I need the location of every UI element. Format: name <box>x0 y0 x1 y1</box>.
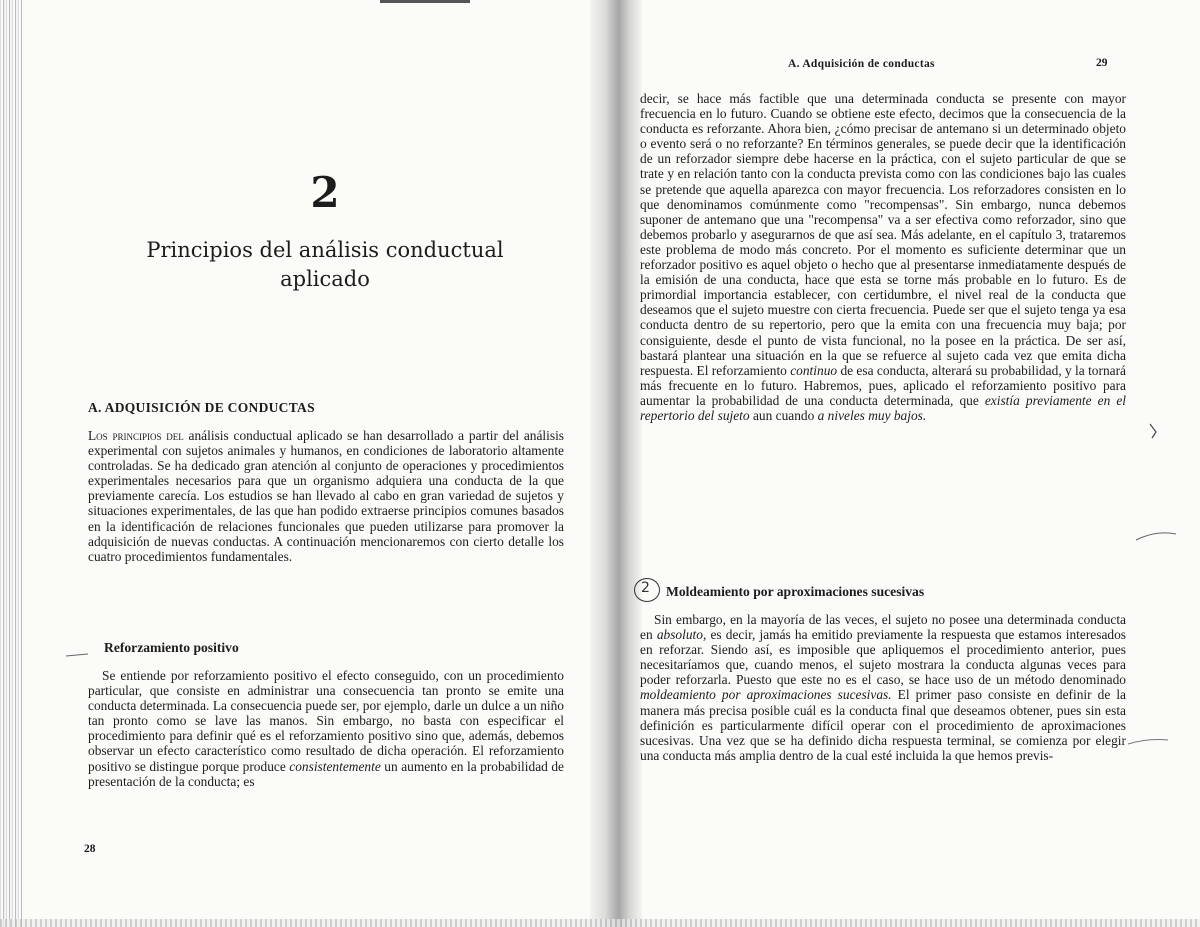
chapter-number: 2 <box>310 168 340 217</box>
right-paragraph-1-emphasis-3: a niveles muy bajos. <box>817 407 927 423</box>
pencil-stroke-margin-right <box>1150 424 1156 438</box>
subsection-heading-reforzamiento: Reforzamiento positivo <box>104 640 239 655</box>
subsection-heading-moldeamiento: Moldeamiento por aproximaciones sucesivas <box>666 584 925 599</box>
right-paragraph-2-emphasis-1: absoluto, <box>656 627 707 643</box>
pencil-stroke-far-right <box>1136 533 1176 540</box>
right-paragraph-1-emphasis-2: existía previamente en el repertorio del sujeto <box>640 392 1126 423</box>
page-number-right: 29 <box>1096 57 1108 69</box>
book-gutter <box>590 0 642 927</box>
right-paragraph-2-text-a: Sin embargo, en la mayoría de las veces, el sujeto no posee una determinada conducta en <box>640 612 1126 643</box>
left-paragraph-1-text: análisis conductual aplicado se han desarrollado a partir del análisis experimental con sujetos animales y humanos, en condiciones de laboratorio altamente controladas. Se ha dedicado gran atención al conjunto de operaciones y procedimientos experimentales necesarios para que un organismo adquiera una conducta de la que previamente carecía. Los estudios se han llevado al cabo en gran variedad de sujetos y situaciones experimentales, de las que han podido extraerse principios comunes basados en la identificación de relaciones funcionales que pueden utilizarse para promover la adquisición de nuevas conductas. A continuación mencionaremos con cierto detalle los cuatro procedimientos fundamentales. <box>88 428 564 564</box>
left-page <box>82 0 568 927</box>
right-paragraph-1-text-c: aun cuando <box>749 407 818 423</box>
right-page <box>640 0 1126 927</box>
pencil-stroke-right-lower <box>1128 740 1168 745</box>
page-edge-left <box>0 0 22 927</box>
right-paragraph-1-text-a: decir, se hace más factible que una determinada conducta se presente con mayor frecuencia en lo futuro. Cuando se obtiene este efecto, decimos que la consecuencia de la conducta es reforzante. Ahora bien, ¿cómo precisar de antemano si un determinado objeto o evento será o no reforzante? En términos generales, se puede decir que la identificación de un reforzador siempre debe hacerse en la práctica, con el sujeto particular de que se trate y en relación tanto con la conducta prevista como con las condiciones bajo las cuales se pretende que aquella aparezca con mayor frecuencia. Los reforzadores consisten en lo que denominamos comúnmente como "recompensas". Sin embargo, nunca debemos suponer de antemano que una "recompensa" va a ser efectiva como reforzador, sino que debemos probarlo y asegurarnos de que así sea. Más adelante, en el capítulo 3, trataremos este problema de modo más concreto. Por el momento es suficiente determinar que un reforzador positivo es aquel objeto o hecho que al presentarse inmediatamente después de la emisión de una conducta, hace que esta se torne más probable en lo futuro. Es de primordial importancia establecer, con certidumbre, el nivel real de la conducta que deseamos que el sujeto muestre con cierta frecuencia. Puede ser que el sujeto tenga ya esa conducta dentro de su repertorio, pero que la emita con una frecuencia muy baja; por consiguiente, desde el punto de vista funcional, no la posee en la práctica. De ser así, bastará plantear una situación en la que se refuerce al sujeto cada vez que emita dicha respuesta. El reforzamiento <box>640 91 1126 378</box>
smallcaps-lead: Los principios del <box>88 428 184 443</box>
running-head: A. Adquisición de conductas <box>788 58 935 70</box>
right-paragraph-2-text-c: El primer paso consiste en definir de la manera más precisa posible cuál es la conducta final que deseamos obtener, pues sin esta definición es particularmente difícil operar con el procedimiento de aproximaciones sucesivas. Una vez que se ha definido dicha respuesta terminal, se comienza por elegir una conducta más amplia dentro de la cual esté incluida la que hemos previs- <box>640 687 1126 763</box>
right-paragraph-1-emphasis-1: continuo <box>790 362 838 378</box>
handwritten-number: 2 <box>641 580 650 596</box>
section-heading: A. ADQUISICIÓN DE CONDUCTAS <box>88 400 315 415</box>
left-paragraph-2-text-a: Se entiende por reforzamiento positivo el efecto conseguido, con un procedimiento particular, que consiste en administrar una consecuencia tan pronto se emite una conducta determinada. La consecuencia puede ser, por ejemplo, darle un dulce a un niño tan pronto como se lave las manos. Sin embargo, no basta con especificar el procedimiento para definir qué es el reforzamiento positivo sino que, además, debemos observar un efecto característico como resultado de dicha operación. El reforzamiento positivo se distingue porque produce <box>88 668 564 774</box>
left-paragraph-2 <box>88 668 564 789</box>
right-paragraph-2 <box>640 612 1126 763</box>
left-paragraph-1 <box>88 428 564 564</box>
right-paragraph-1 <box>640 91 1126 423</box>
right-paragraph-1-text-b: de esa conducta, alterará su probabilidad, y la tornará más frecuente en lo futuro. Habremos, pues, aplicado el reforzamiento positivo para aumentar la probabilidad de una conducta determinada, que <box>640 362 1126 408</box>
handwritten-circle <box>634 578 660 602</box>
left-paragraph-2-text-b: un aumento en la probabilidad de presentación de la conducta; es <box>88 758 564 789</box>
chapter-title-line1: Principios del análisis conductual <box>146 238 504 262</box>
page-number-left: 28 <box>84 843 96 855</box>
chapter-title <box>82 236 568 294</box>
chapter-title-line2: aplicado <box>280 267 370 291</box>
right-paragraph-2-emphasis-2: moldeamiento por aproximaciones sucesivas. <box>640 687 892 703</box>
left-paragraph-2-emphasis: consistentemente <box>289 758 381 774</box>
right-paragraph-2-text-b: es decir, jamás ha emitido previamente la respuesta que estamos interesados en reforzar. Siendo así, es imposible que apliquemos el procedimiento anterior, pues necesitaríamos que, cuando menos, el sujeto mostrara la conducta algunas veces para poder reforzarla. Puesto que este no es el caso, se hace uso de un método denominado <box>640 627 1126 688</box>
